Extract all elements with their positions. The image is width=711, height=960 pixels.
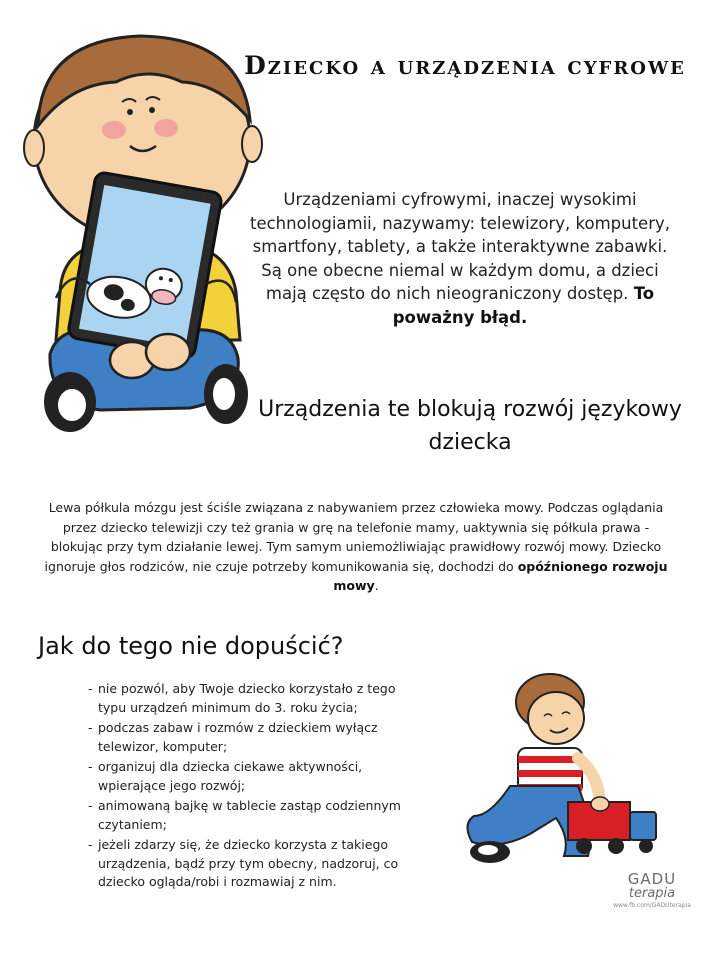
prevention-title: Jak do tego nie dopuścić? bbox=[38, 632, 344, 660]
brand-name: GADU bbox=[627, 870, 677, 888]
development-subheading: Urządzenia te blokują rozwój językowy dziecka bbox=[258, 397, 682, 455]
list-item: - podczas zabaw i rozmów z dzieckiem wyłącz telewizor, komputer; bbox=[88, 719, 423, 756]
list-item: - jeżeli zdarzy się, że dziecko korzysta z takiego urządzenia, bądź przy tym obecny, nadzoruj, co dziecko ogląda/robi i rozmawiaj z nim. bbox=[88, 836, 423, 892]
body-emphasis: opóźnionego rozwoju mowy bbox=[333, 558, 668, 593]
brand-url: www.fb.com/GADUterapia bbox=[613, 902, 691, 909]
body-text: Lewa półkula mózgu jest ściśle związana z nabywaniem przez człowieka mowy. Podczas oglądania przez dziecko telewizji czy też grania w grę na telefonie mamy, uaktywnia się półkula prawa - blokując przy tym działanie lewej. Tym samym uniemożliwiając prawidłowy rozwój mowy. Dziecko ignoruje głos rodziców, nie czuje potrzeby komunikowania się, dochodzi do bbox=[44, 500, 664, 574]
brain-hemisphere-paragraph bbox=[36, 498, 676, 596]
intro-text: Urządzeniami cyfrowymi, inaczej wysokimi technologiamii, nazywamy: telewizory, komputery, smartfony, tablety, a także interaktywne zabawki. Są one obecne niemal w każdym domu, a dzieci mają często do nich nieograniczony dostęp. bbox=[249, 190, 671, 303]
page-title: Dziecko a urządzenia cyfrowe bbox=[244, 51, 686, 80]
gadu-terapia-logo bbox=[612, 872, 692, 910]
intro-emphasis: To poważny błąd. bbox=[392, 284, 655, 327]
intro-paragraph bbox=[240, 188, 680, 329]
list-item: - animowaną bajkę w tablecie zastąp codziennym czytaniem; bbox=[88, 797, 423, 834]
boy-playing-truck-illustration bbox=[460, 666, 665, 876]
list-item: - nie pozwól, aby Twoje dziecko korzystało z tego typu urządzeń minimum do 3. roku życia; bbox=[88, 680, 423, 717]
prevention-list bbox=[88, 680, 423, 894]
list-item: - organizuj dla dziecka ciekawe aktywności, wpierające jego rozwój; bbox=[88, 758, 423, 795]
body-end: . bbox=[374, 578, 379, 593]
brand-subtitle: terapia bbox=[628, 886, 676, 901]
